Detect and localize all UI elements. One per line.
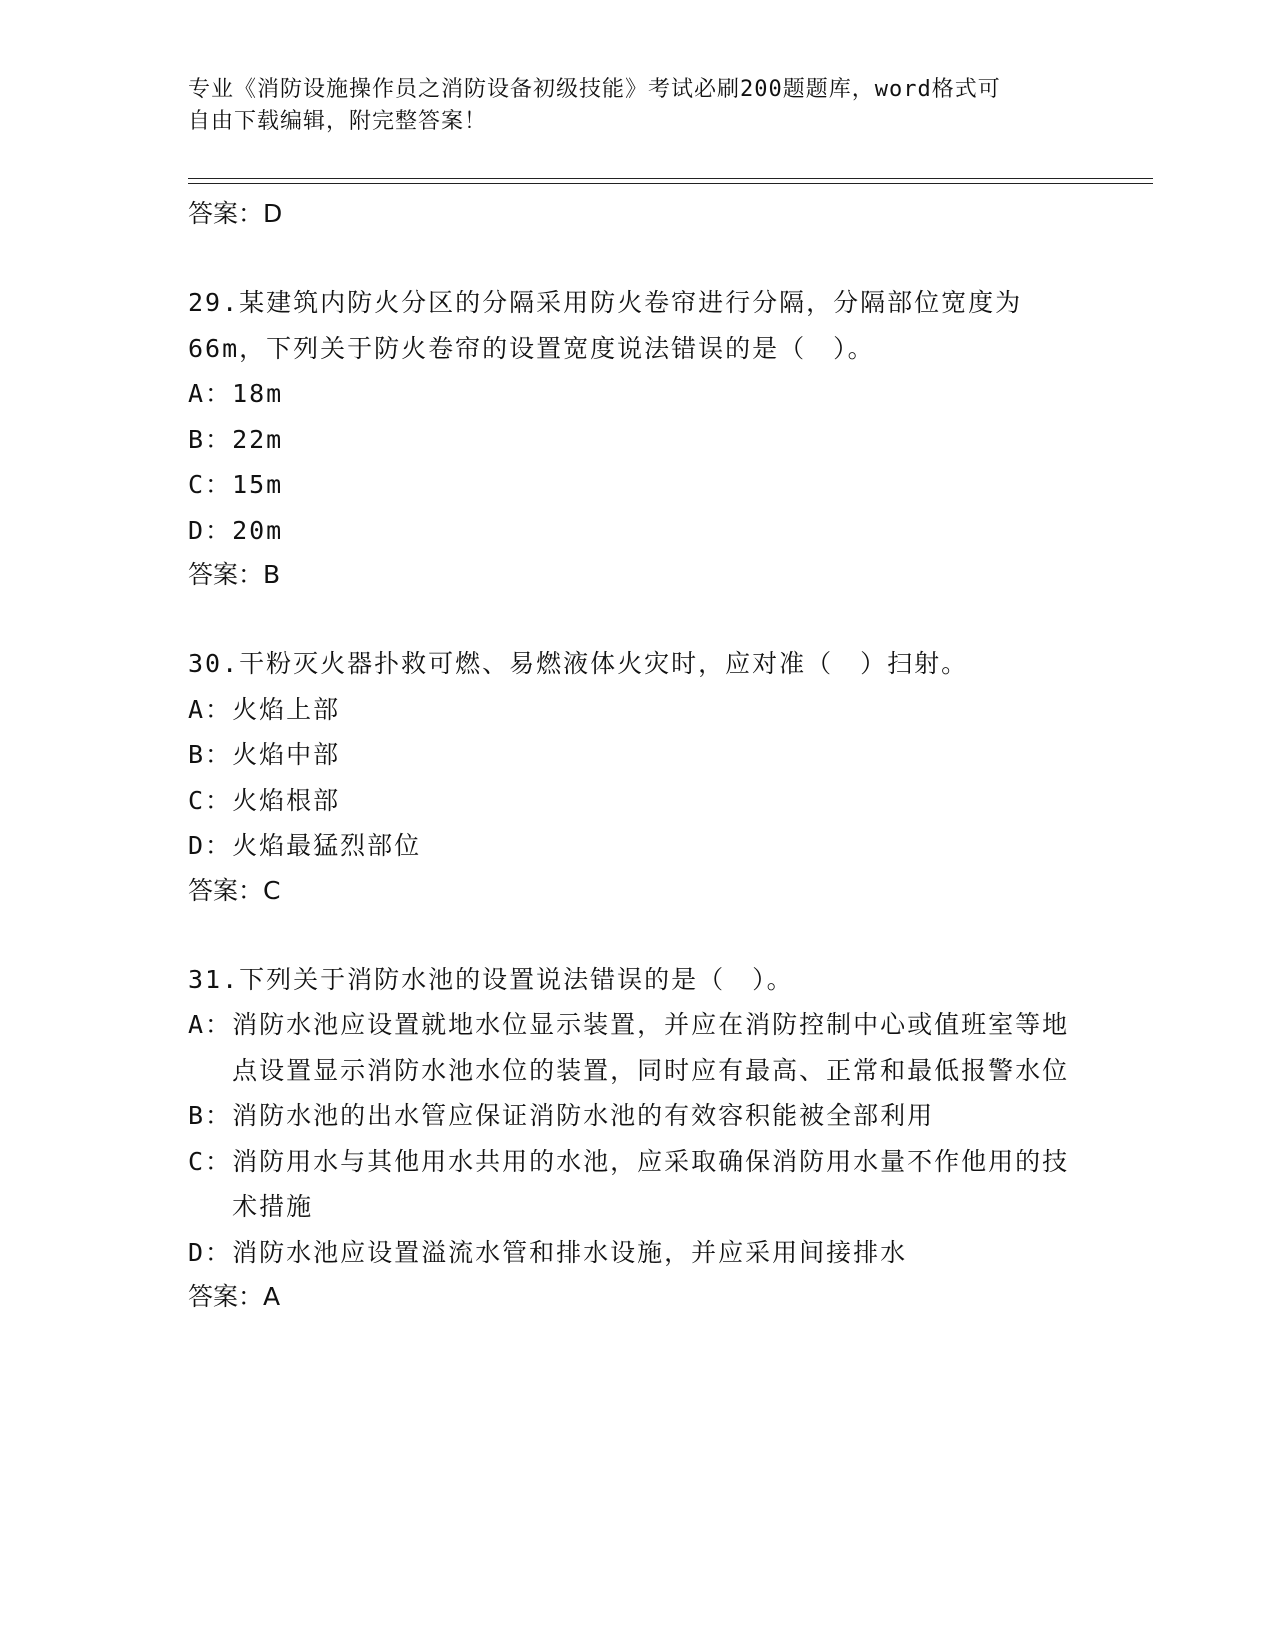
option-c (188, 778, 1088, 824)
option-text: 20m (232, 515, 284, 545)
option-letter: D： (188, 1237, 233, 1267)
option-text: 18m (232, 379, 284, 408)
option-a (188, 1002, 1088, 1093)
option-b (188, 1093, 1088, 1139)
option-letter: C： (188, 785, 233, 815)
option-c (188, 1139, 1088, 1230)
question-30 (188, 641, 1088, 913)
option-letter: B： (188, 1101, 233, 1130)
answer-line: 答案：C (188, 875, 281, 905)
option-text: 消防水池应设置就地水位显示装置，并应在消防控制中心或值班室等地点设置显示消防水池水位的装置，同时应有最高、正常和最低报警水位 (232, 1010, 1070, 1085)
answer-line: 答案：D (188, 199, 283, 228)
document-header (188, 74, 1088, 138)
option-d (188, 508, 1088, 554)
question-text: 29.某建筑内防火分区的分隔采用防火卷帘进行分隔，分隔部位宽度为66m，下列关于防火卷帘的设置宽度说法错误的是（ ）。 (188, 288, 1023, 363)
question-31 (188, 957, 1088, 1320)
option-b (188, 732, 1088, 778)
header-line-1: 专业《消防设施操作员之消防设备初级技能》考试必刷200题题库，word格式可 (188, 77, 1001, 102)
answer-line: 答案：A (188, 1282, 281, 1311)
option-text: 火焰根部 (232, 785, 341, 815)
option-letter: C： (188, 470, 233, 499)
document-body (188, 192, 1088, 1319)
header-rule-top (188, 178, 1153, 179)
option-text: 火焰中部 (232, 740, 341, 769)
option-letter: D： (188, 515, 233, 545)
option-letter: D： (188, 831, 233, 860)
option-text: 消防用水与其他用水共用的水池，应采取确保消防用水量不作他用的技术措施 (232, 1146, 1070, 1221)
option-letter: B： (188, 424, 233, 454)
option-letter: C： (188, 1146, 233, 1176)
option-letter: A： (188, 1010, 233, 1039)
option-a (188, 687, 1088, 733)
option-text: 火焰最猛烈部位 (232, 831, 422, 860)
option-letter: A： (188, 694, 233, 724)
question-text: 30.干粉灭火器扑救可燃、易燃液体火灾时，应对准（ ）扫射。 (188, 649, 969, 678)
question-29 (188, 280, 1088, 597)
header-line-2: 自由下载编辑，附完整答案！ (188, 109, 488, 134)
option-text: 15m (232, 470, 284, 499)
question-text: 31.下列关于消防水池的设置说法错误的是（ ）。 (188, 964, 794, 994)
option-text: 消防水池应设置溢流水管和排水设施，并应采用间接排水 (232, 1237, 908, 1267)
option-c (188, 462, 1088, 508)
option-text: 火焰上部 (232, 694, 341, 724)
option-d (188, 1230, 1088, 1276)
header-rule-bottom (188, 183, 1153, 184)
answer-line: 答案：B (188, 560, 281, 589)
option-a (188, 371, 1088, 417)
option-letter: B： (188, 740, 233, 769)
option-d (188, 823, 1088, 869)
option-letter: A： (188, 379, 233, 408)
option-text: 22m (232, 424, 284, 454)
option-b (188, 417, 1088, 463)
option-text: 消防水池的出水管应保证消防水池的有效容积能被全部利用 (232, 1101, 935, 1130)
